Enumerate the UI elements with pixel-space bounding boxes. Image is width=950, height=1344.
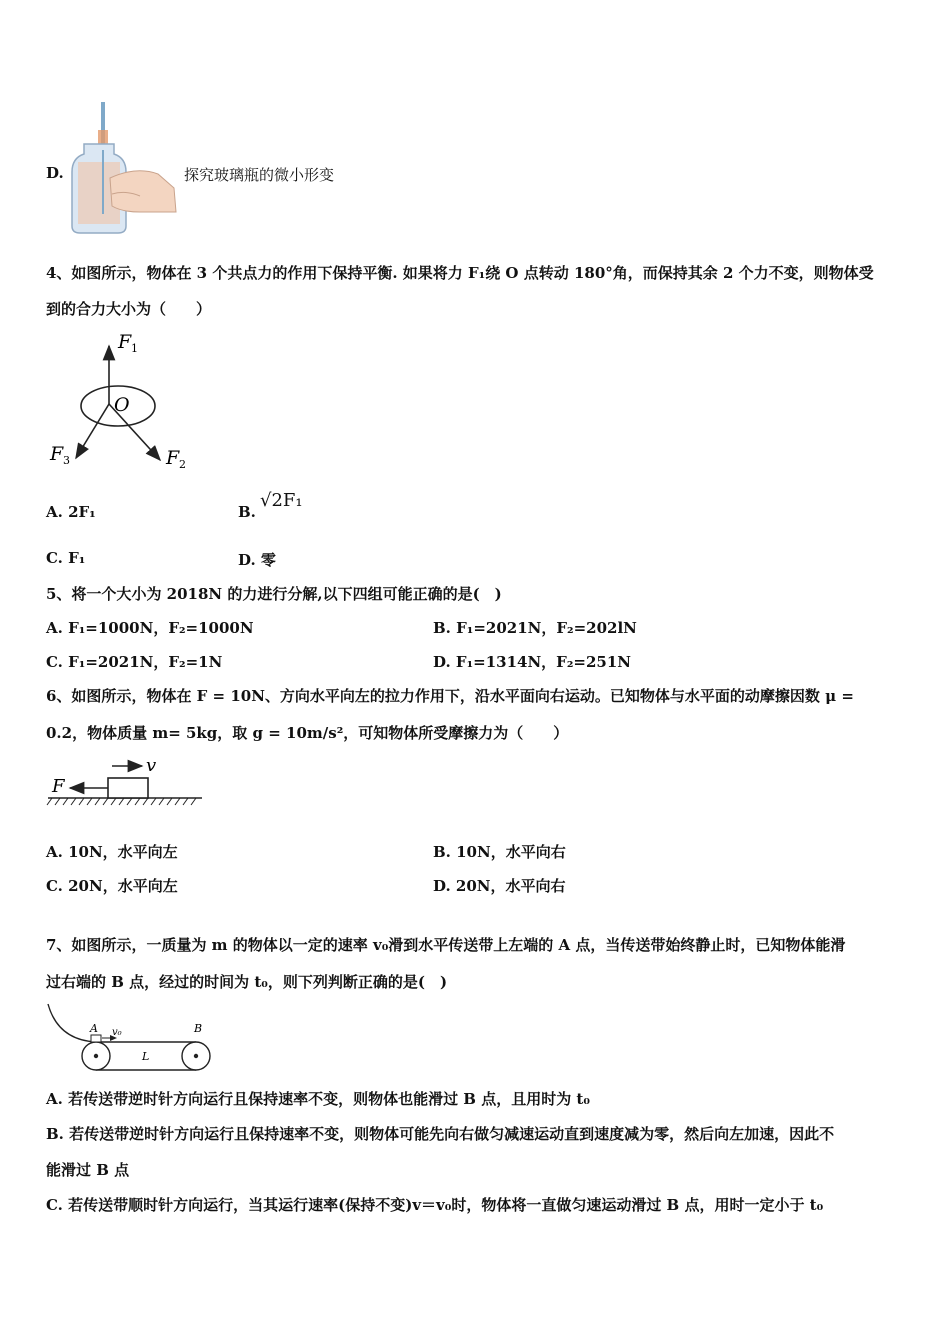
q4-stem-line1: 4、如图所示，物体在 3 个共点力的作用下保持平衡. 如果将力 F₁绕 O 点转动 180°角，而保持其余 2 个力不变，则物体受	[46, 264, 874, 282]
q7-stem-line1: 7、如图所示，一质量为 m 的物体以一定的速率 v₀滑到水平传送带上左端的 A 点，当传送带始终静止时，已知物体能滑	[46, 936, 846, 954]
l-label: L	[142, 1050, 150, 1063]
option-d-label: D.	[46, 164, 64, 182]
q7-conveyor-diagram	[44, 1000, 214, 1078]
q5-stem: 5、将一个大小为 2018N 的力进行分解,以下四组可能正确的是( )	[46, 585, 502, 603]
v0-label: v₀	[112, 1027, 122, 1038]
q7-stem-line2: 过右端的 B 点，经过的时间为 t₀，则下列判断正确的是( )	[46, 973, 448, 991]
q5-option-c[interactable]: C. F₁=2021N，F₂=1N	[46, 653, 223, 671]
f2-sub: 2	[179, 458, 186, 471]
glass-bottle-hand-image	[66, 100, 181, 235]
v-label: v	[146, 755, 157, 776]
q6-option-c[interactable]: C. 20N，水平向左	[46, 877, 178, 895]
q4-option-b-prefix[interactable]: B.	[238, 503, 256, 521]
f1-label: F	[118, 331, 132, 353]
b-label: B	[194, 1022, 203, 1035]
q7-option-a[interactable]: A. 若传送带逆时针方向运行且保持速率不变，则物体也能滑过 B 点，且用时为 t₀	[46, 1090, 590, 1108]
q4-option-d[interactable]: D. 零	[238, 551, 276, 569]
q7-option-c[interactable]: C. 若传送带顺时针方向运行，当其运行速率(保持不变)v＝v₀时，物体将一直做匀速运动滑过 B 点，用时一定小于 t₀	[46, 1196, 824, 1214]
a-label: A	[90, 1022, 98, 1035]
q6-stem-line1: 6、如图所示，物体在 F = 10N、方向水平向左的拉力作用下，沿水平面向右运动。已知物体与水平面的动摩擦因数 μ =	[46, 687, 854, 705]
f1-sub: 1	[131, 342, 138, 355]
f2-label: F	[166, 447, 180, 469]
q6-block-diagram	[46, 752, 206, 812]
q4-option-b-expr: √2F₁	[260, 490, 303, 511]
block	[108, 778, 148, 798]
q6-stem-line2: 0.2，物体质量 m= 5kg，取 g = 10m/s²，可知物体所受摩擦力为（ ）	[46, 724, 569, 742]
q5-option-b[interactable]: B. F₁=2021N，F₂=202lN	[433, 619, 637, 637]
f3-arrow	[76, 404, 109, 458]
q7-option-b-line2: 能滑过 B 点	[46, 1161, 130, 1179]
object-block	[91, 1035, 101, 1042]
q7-option-b-line1[interactable]: B. 若传送带逆时针方向运行且保持速率不变，则物体可能先向右做匀减速运动直到速度减为零，然后向左加速，因此不	[46, 1125, 835, 1143]
q5-option-d[interactable]: D. F₁=1314N，F₂=251N	[433, 653, 631, 671]
f3-label: F	[50, 443, 64, 465]
q4-force-diagram	[46, 328, 206, 478]
q5-option-a[interactable]: A. F₁=1000N，F₂=1000N	[46, 619, 254, 637]
q4-option-a[interactable]: A. 2F₁	[46, 503, 96, 521]
o-label: O	[114, 394, 130, 416]
q6-option-a[interactable]: A. 10N，水平向左	[46, 843, 178, 861]
q6-option-b[interactable]: B. 10N，水平向右	[433, 843, 566, 861]
f3-sub: 3	[63, 454, 70, 467]
f-label: F	[52, 776, 65, 797]
option-d-caption: 探究玻璃瓶的微小形变	[184, 166, 335, 184]
q4-option-c[interactable]: C. F₁	[46, 549, 86, 567]
q4-stem-line2: 到的合力大小为（ ）	[46, 300, 212, 318]
q6-option-d[interactable]: D. 20N，水平向右	[433, 877, 566, 895]
ramp-curve	[48, 1004, 96, 1042]
